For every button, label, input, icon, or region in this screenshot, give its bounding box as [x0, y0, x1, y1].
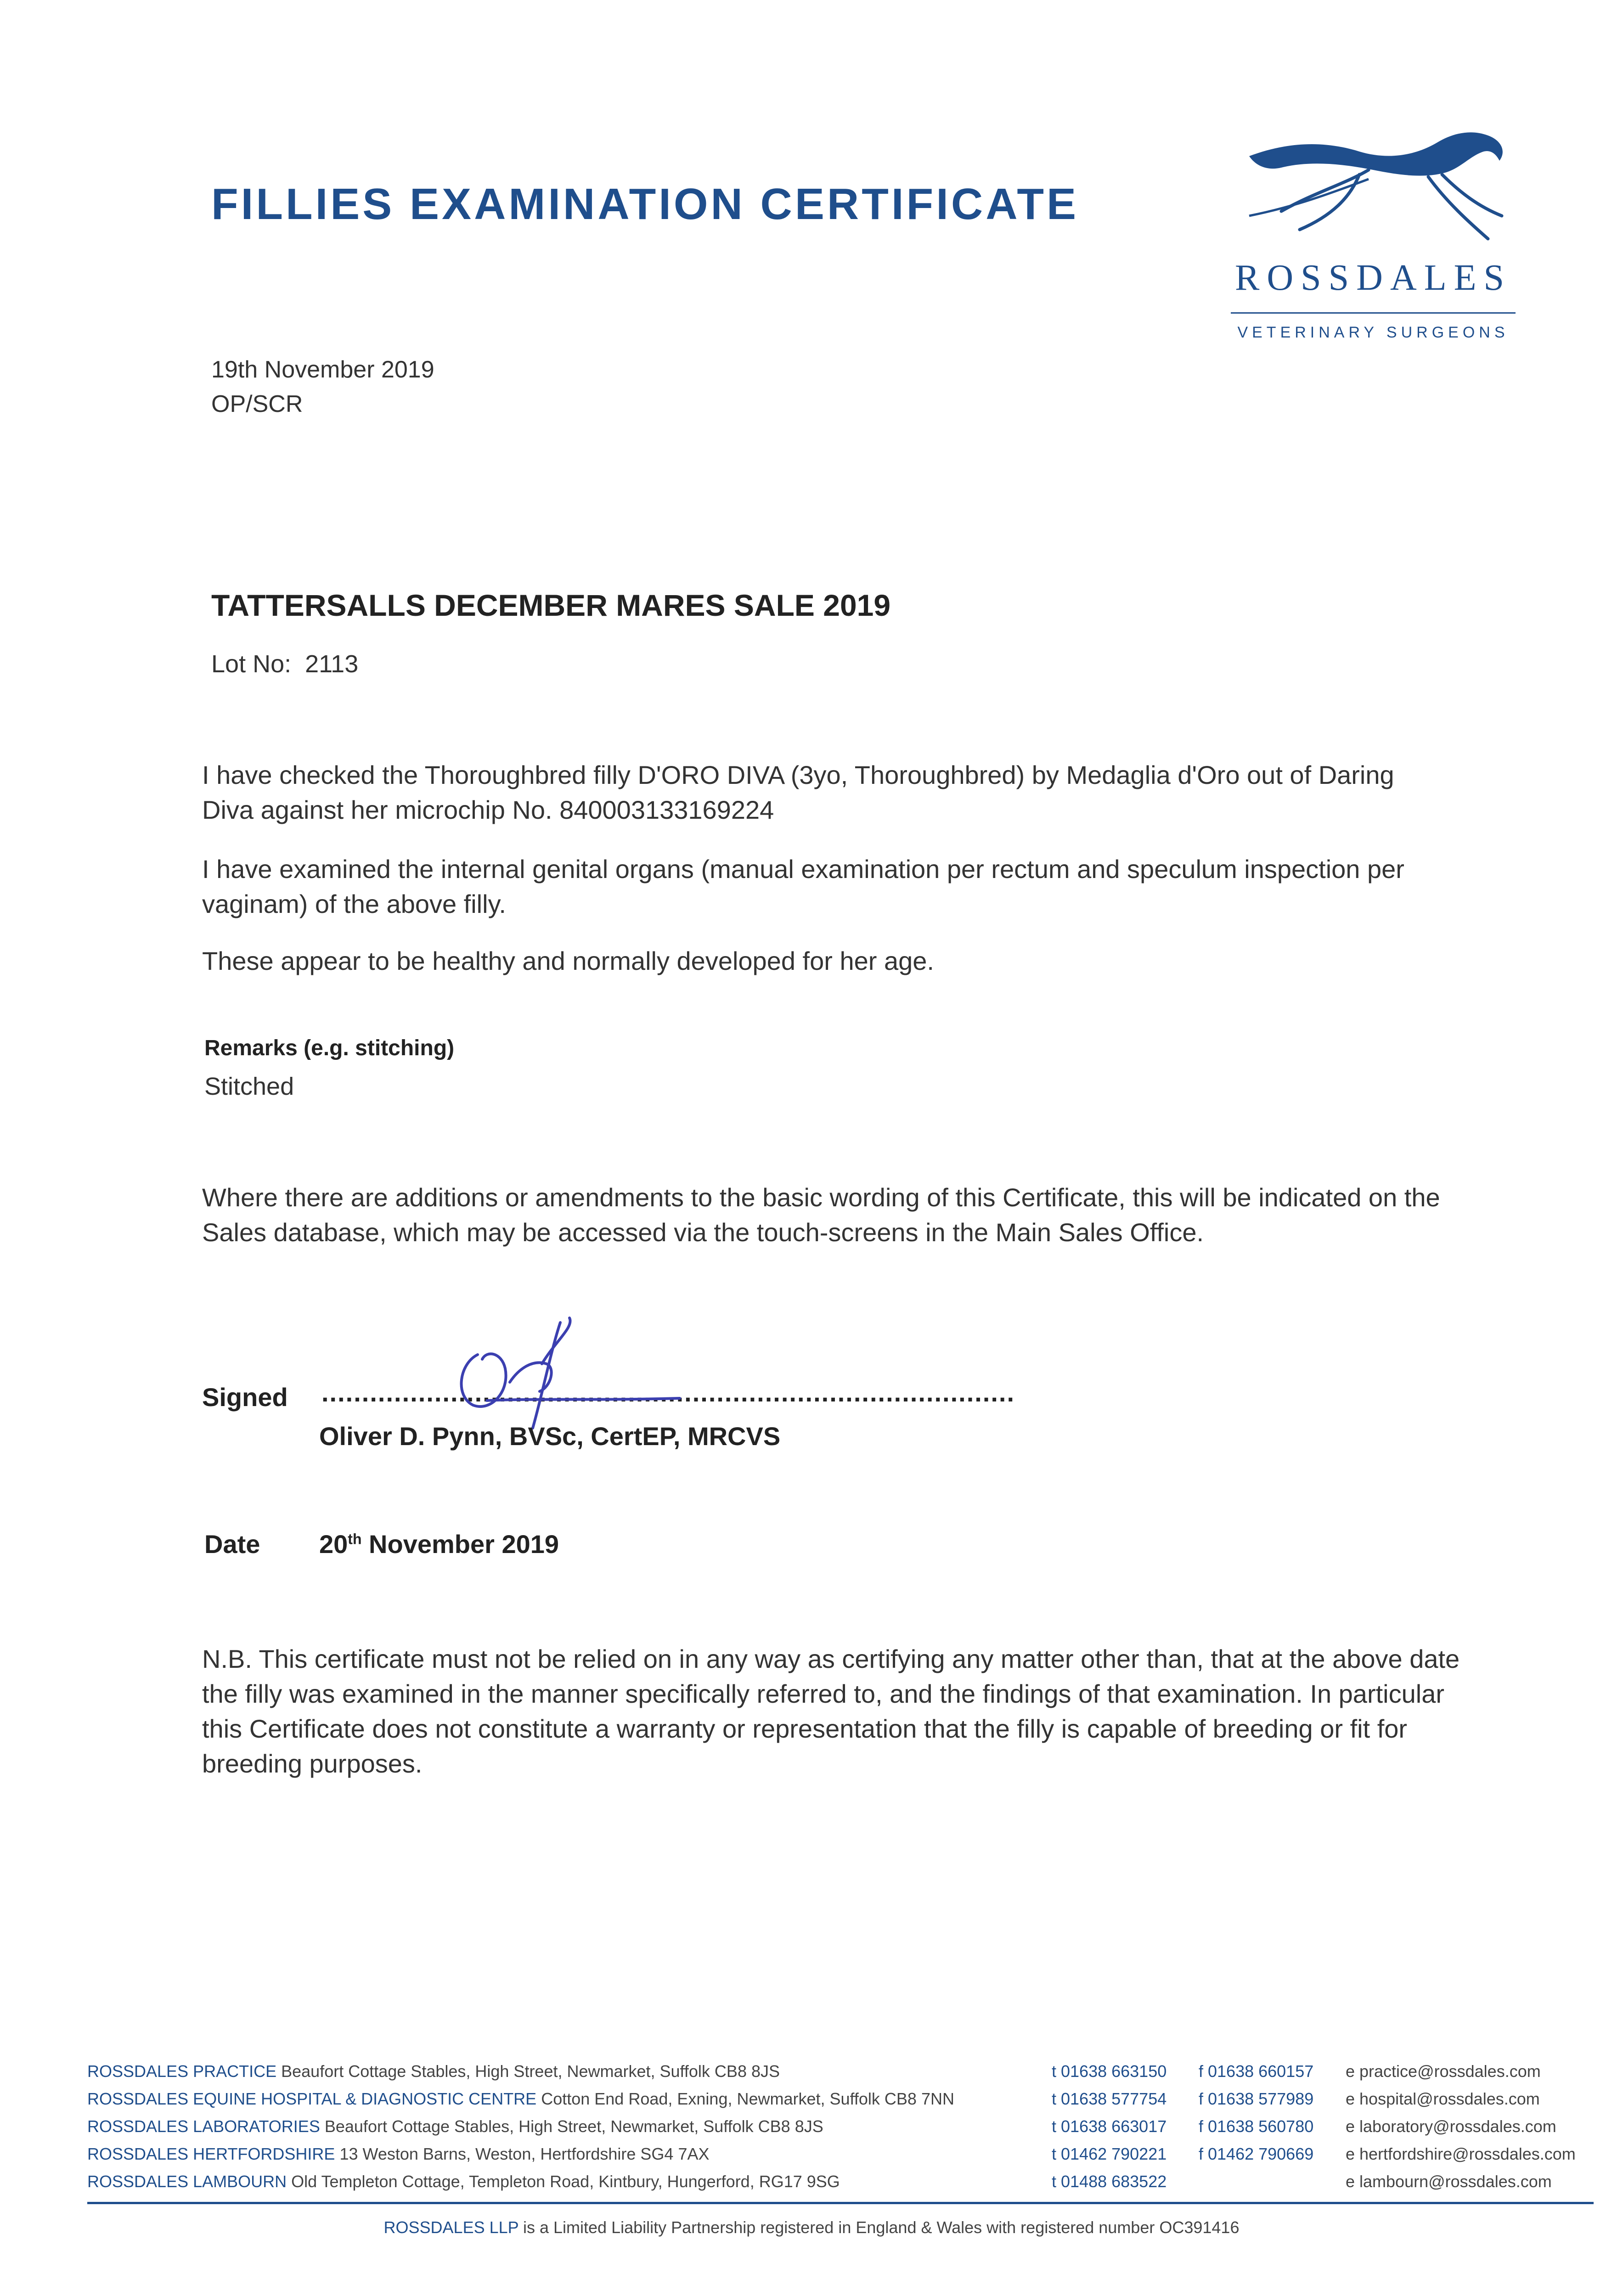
footer-branch-address: Old Templeton Cottage, Templeton Road, Kintbury, Hungerford, RG17 9SG	[291, 2172, 840, 2191]
footer-divider	[87, 2202, 1594, 2204]
footer-branch-name: ROSSDALES LAMBOURN	[87, 2172, 287, 2191]
footer-email: e hospital@rossdales.com	[1346, 2089, 1540, 2108]
footer-address	[87, 2172, 840, 2191]
rossdales-logo	[1212, 115, 1534, 354]
footer-branch-address: Beaufort Cottage Stables, High Street, Newmarket, Suffolk CB8 8JS	[324, 2117, 823, 2136]
footer-email: e practice@rossdales.com	[1346, 2062, 1541, 2081]
signer-name: Oliver D. Pynn, BVSc, CertEP, MRCVS	[319, 1422, 781, 1451]
footer-email: e hertfordshire@rossdales.com	[1346, 2144, 1576, 2163]
footer-tel: t 01638 577754	[1052, 2089, 1167, 2108]
logo-tagline: VETERINARY SURGEONS	[1237, 324, 1509, 341]
footer-branch-name: ROSSDALES LABORATORIES	[87, 2117, 320, 2136]
llp-registration	[0, 2218, 1623, 2237]
llp-name: ROSSDALES LLP	[383, 2218, 518, 2237]
footer-email: e lambourn@rossdales.com	[1346, 2172, 1552, 2191]
remarks-label: Remarks (e.g. stitching)	[204, 1036, 455, 1060]
issue-date: 19th November 2019	[211, 356, 434, 383]
disclaimer: N.B. This certificate must not be relied on in any way as certifying any matter other than, that at the above date the filly was examined in the manner specifically referred to, and the findings of that examination. In particular this Certificate does not constitute a warranty or representation that the filly is capable of breeding or fit for breeding purposes.	[202, 1644, 1460, 1778]
sale-title: TATTERSALLS DECEMBER MARES SALE 2019	[211, 588, 891, 622]
signed-label: Signed	[202, 1383, 288, 1412]
footer-email: e laboratory@rossdales.com	[1346, 2117, 1556, 2136]
footer-branch-name: ROSSDALES HERTFORDSHIRE	[87, 2144, 335, 2163]
logo-brand-name: ROSSDALES	[1235, 258, 1511, 298]
footer-branch-name: ROSSDALES EQUINE HOSPITAL & DIAGNOSTIC CENTRE	[87, 2089, 537, 2108]
date-label: Date	[204, 1530, 260, 1559]
footer-tel: t 01488 683522	[1052, 2172, 1167, 2191]
date-suffix: th	[348, 1531, 362, 1548]
llp-text: is a Limited Liability Partnership registered in England & Wales with registered number OC391416	[518, 2218, 1240, 2237]
footer-branch-address: Beaufort Cottage Stables, High Street, Newmarket, Suffolk CB8 8JS	[281, 2062, 780, 2081]
lot-number: 2113	[305, 650, 359, 678]
handwritten-signature	[441, 1313, 698, 1433]
signature-line: ......................................................................................	[321, 1378, 1015, 1407]
signature-date	[319, 1529, 559, 1559]
footer-fax: f 01638 660157	[1199, 2062, 1314, 2081]
footer-address	[87, 2062, 780, 2081]
footer-branch-address: 13 Weston Barns, Weston, Hertfordshire SG4 7AX	[339, 2144, 710, 2163]
footer-fax: f 01462 790669	[1199, 2144, 1314, 2163]
footer-address	[87, 2117, 823, 2136]
footer-tel: t 01462 790221	[1052, 2144, 1167, 2163]
remarks-value: Stitched	[204, 1073, 294, 1100]
galloping-horse-icon	[1231, 124, 1516, 257]
footer-tel: t 01638 663017	[1052, 2117, 1167, 2136]
logo-divider	[1231, 312, 1516, 314]
lot-label: Lot No:	[211, 650, 292, 678]
footer-branch-address: Cotton End Road, Exning, Newmarket, Suffolk CB8 7NN	[541, 2089, 954, 2108]
footer-fax: f 01638 560780	[1199, 2117, 1314, 2136]
footer-address	[87, 2144, 710, 2164]
reference-code: OP/SCR	[211, 391, 303, 417]
certificate-title: FILLIES EXAMINATION CERTIFICATE	[211, 180, 1079, 229]
identification-paragraph: I have checked the Thoroughbred filly D'ORO DIVA (3yo, Thoroughbred) by Medaglia d'Oro out of Daring Diva against her microchip No. 840003133169224	[202, 760, 1394, 824]
findings-paragraph: These appear to be healthy and normally developed for her age.	[202, 946, 934, 975]
date-day: 20	[319, 1530, 348, 1559]
footer-fax: f 01638 577989	[1199, 2089, 1314, 2108]
footer-address	[87, 2089, 954, 2109]
footer-branch-name: ROSSDALES PRACTICE	[87, 2062, 277, 2081]
amendments-note: Where there are additions or amendments to the basic wording of this Certificate, this will be indicated on the Sales database, which may be accessed via the touch-screens in the Main Sales Office.	[202, 1183, 1440, 1247]
date-month-year: November 2019	[361, 1530, 559, 1559]
examination-paragraph: I have examined the internal genital organs (manual examination per rectum and speculum inspection per vaginam) of the above filly.	[202, 855, 1404, 918]
lot-line	[211, 650, 358, 678]
footer-tel: t 01638 663150	[1052, 2062, 1167, 2081]
